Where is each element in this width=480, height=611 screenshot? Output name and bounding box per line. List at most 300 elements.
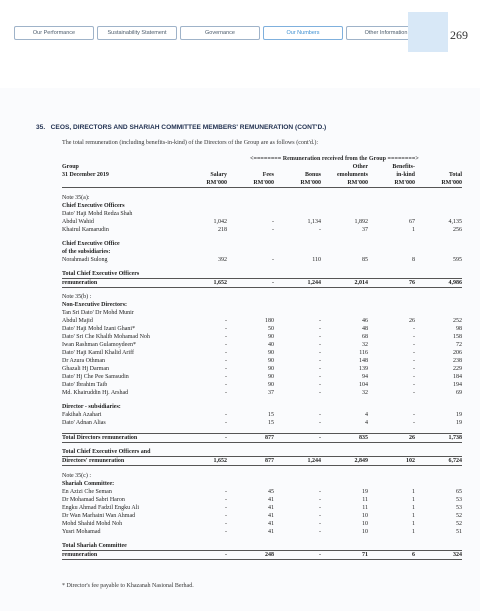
row-value [415, 542, 462, 551]
table-row [62, 349, 462, 357]
row-value: 1,042 [213, 218, 227, 225]
row-value: 180 [265, 318, 274, 324]
row-value: 4 [365, 412, 368, 418]
row-value: 6,724 [415, 457, 462, 466]
row-value: 41 [268, 496, 274, 503]
row-value: 110 [312, 256, 321, 263]
row-value [180, 210, 227, 218]
row-value: - [319, 374, 321, 380]
row-value: - [319, 504, 321, 511]
top-navigation-bar [0, 0, 480, 88]
table-row [62, 365, 462, 373]
row-value: 19 [456, 420, 462, 426]
table-header-row [62, 179, 462, 188]
row-value: - [319, 334, 321, 340]
row-value: - [413, 390, 415, 396]
row-value: - [413, 326, 415, 332]
row-value [415, 210, 462, 218]
row-value: - [319, 412, 321, 418]
tab-our-performance[interactable]: Our Performance [14, 26, 94, 40]
row-value [274, 301, 321, 309]
remuneration-span-label: <======== Remuneration received from the Group ========> [250, 156, 419, 162]
row-value: 40 [268, 342, 274, 348]
row-value [227, 270, 274, 279]
row-value [368, 270, 415, 279]
table-header-row [62, 163, 462, 171]
row-value: 68 [362, 334, 368, 340]
row-value: 1 [412, 512, 415, 519]
table-row [62, 301, 462, 309]
table-header-cell: in-kind [396, 172, 415, 178]
row-value: 15 [268, 420, 274, 426]
table-header-cell: RM'000 [180, 179, 227, 188]
row-value: 392 [218, 256, 227, 263]
row-value [321, 480, 368, 488]
table-row [62, 270, 462, 279]
row-value [227, 210, 274, 218]
row-value [274, 210, 321, 218]
row-value: - [413, 420, 415, 426]
row-label: Dato' Adnan Alias [62, 420, 106, 426]
row-value: 50 [268, 326, 274, 332]
row-value: - [319, 512, 321, 519]
row-label: Fakihah Azahari [62, 412, 102, 418]
row-value: 53 [456, 496, 462, 503]
tab-other-information[interactable]: Other Information [346, 26, 426, 40]
table-row [62, 210, 462, 218]
row-value: 4,986 [415, 278, 462, 287]
row-label: Total Shariah Committee [62, 542, 127, 549]
row-value: 1,738 [415, 433, 462, 442]
table-row [62, 433, 462, 442]
row-value: - [227, 278, 274, 287]
row-value: - [225, 390, 227, 396]
row-value: 46 [362, 318, 368, 324]
row-value [227, 301, 274, 309]
row-value: 194 [453, 382, 462, 388]
row-value: 184 [453, 374, 462, 380]
row-value: - [319, 342, 321, 348]
table-row [62, 550, 462, 559]
row-value [274, 293, 321, 301]
row-value [180, 194, 227, 202]
row-value: 11 [362, 496, 368, 503]
row-value: - [225, 520, 227, 527]
row-label: Abdul Majid [62, 318, 93, 324]
row-label: Ghazali Hj Darman [62, 366, 109, 372]
tab-sustainability-statement[interactable]: Sustainability Statement [97, 26, 177, 40]
table-header-cell: RM'000 [321, 179, 368, 188]
table-header-cell: Total [448, 172, 462, 178]
section-number: 35. [36, 124, 46, 131]
row-value [368, 248, 415, 256]
row-value [415, 309, 462, 317]
row-value [415, 403, 462, 411]
row-value: - [274, 433, 321, 442]
row-value: - [225, 366, 227, 372]
row-value: 1,244 [274, 278, 321, 287]
table-row [62, 256, 462, 264]
table-header-cell: RM'000 [274, 179, 321, 188]
table-header-row [62, 171, 462, 179]
row-value: 10 [362, 512, 368, 519]
table-row [62, 480, 462, 488]
row-value [368, 210, 415, 218]
row-label: Abdul Wahid [62, 218, 94, 225]
row-value: 51 [456, 528, 462, 535]
row-label: Dato' Hj Che Pee Samsudin [62, 374, 129, 380]
row-label: Dr Mohamad Sabri Haron [62, 496, 125, 503]
section-title: CEOS, DIRECTORS AND SHARIAH COMMITTEE MEMBERS' REMUNERATION (CONT'D.) [50, 124, 327, 131]
row-value: 90 [268, 334, 274, 340]
table-row [62, 240, 462, 248]
row-value [415, 194, 462, 202]
row-value [321, 472, 368, 480]
row-label: Directors' remuneration [62, 457, 180, 466]
row-value [321, 309, 368, 317]
row-value [368, 403, 415, 411]
page-number: 269 [450, 28, 468, 42]
row-value [227, 309, 274, 317]
row-value: - [180, 433, 227, 442]
row-value [415, 248, 462, 256]
row-value [368, 194, 415, 202]
row-value: 37 [362, 226, 368, 233]
row-value [180, 202, 227, 210]
row-value: - [225, 318, 227, 324]
row-value: - [319, 520, 321, 527]
row-value: - [319, 226, 321, 233]
row-value: - [413, 382, 415, 388]
row-value: - [225, 334, 227, 340]
row-value: 15 [268, 412, 274, 418]
row-value [321, 542, 368, 551]
row-value: 32 [362, 342, 368, 348]
row-value: - [225, 342, 227, 348]
row-value: 65 [456, 488, 462, 495]
row-value: 52 [456, 512, 462, 519]
row-value: 37 [268, 390, 274, 396]
row-value [368, 293, 415, 301]
row-value: 2,014 [321, 278, 368, 287]
row-value: - [225, 358, 227, 364]
row-value: - [225, 504, 227, 511]
row-label: of the subsidiaries: [62, 248, 111, 255]
row-value: 48 [362, 326, 368, 332]
row-label: Khairul Kamarudin [62, 226, 109, 233]
row-value: 206 [453, 350, 462, 356]
row-value: 324 [415, 550, 462, 559]
row-value: - [319, 326, 321, 332]
row-value [274, 472, 321, 480]
row-value: 41 [268, 528, 274, 535]
remuneration-table [62, 163, 462, 560]
row-value: 148 [359, 358, 368, 364]
row-value [180, 309, 227, 317]
row-value: 41 [268, 512, 274, 519]
row-value [180, 293, 227, 301]
row-value: 252 [453, 318, 462, 324]
row-value: - [225, 350, 227, 356]
row-value: - [413, 358, 415, 364]
table-row [62, 317, 462, 325]
row-value: 877 [227, 433, 274, 442]
page-number-box [408, 12, 448, 52]
row-value: 26 [409, 318, 415, 324]
row-label: Shariah Committee: [62, 480, 115, 487]
row-label: Dato' Haji Mohd Redza Shah [62, 210, 133, 217]
table-header-cell: RM'000 [368, 179, 415, 188]
row-value: 72 [456, 342, 462, 348]
row-value: - [225, 382, 227, 388]
row-value: 158 [453, 334, 462, 340]
table-row [62, 218, 462, 226]
row-label: Dato' Haji Mohd Izani Ghani* [62, 326, 136, 332]
row-value: - [319, 390, 321, 396]
row-value: 71 [321, 550, 368, 559]
row-value [274, 194, 321, 202]
section-tabs [14, 26, 426, 40]
row-value: - [319, 496, 321, 503]
row-value [274, 542, 321, 551]
table-header-cell: RM'000 [227, 179, 274, 188]
row-value: - [225, 420, 227, 426]
row-value [321, 248, 368, 256]
row-value: 1,892 [354, 218, 368, 225]
row-value [415, 472, 462, 480]
row-value [415, 240, 462, 248]
row-label: Mohd Shahid Mohd Noh [62, 520, 123, 527]
table-row [62, 194, 462, 202]
row-label: Dr Wan Marhaini Wan Ahmad [62, 512, 136, 519]
row-value: 248 [227, 550, 274, 559]
row-value [180, 448, 227, 457]
table-row [62, 411, 462, 419]
footnote: * Director's fee payable to Khazanah Nasional Berhad. [62, 583, 194, 589]
row-value [274, 448, 321, 457]
row-value: - [225, 412, 227, 418]
row-value: 8 [412, 256, 415, 263]
row-value: 90 [268, 358, 274, 364]
row-value: 1 [412, 488, 415, 495]
row-value: 19 [456, 412, 462, 418]
row-value: 139 [359, 366, 368, 372]
row-label: Dr Azura Othman [62, 358, 105, 364]
row-value [227, 472, 274, 480]
row-value: 10 [362, 528, 368, 535]
table-row [62, 202, 462, 210]
row-label: Chief Executive Office [62, 240, 120, 247]
row-value [227, 448, 274, 457]
row-value: 45 [268, 488, 274, 495]
row-value: 1,244 [274, 457, 321, 466]
table-header-cell: Fees [262, 172, 274, 178]
row-value [321, 403, 368, 411]
table-row [62, 341, 462, 349]
row-value [415, 270, 462, 279]
table-row [62, 472, 462, 480]
table-header-cell: Group [62, 164, 79, 170]
row-value: 90 [268, 382, 274, 388]
row-value: 90 [268, 374, 274, 380]
row-value [415, 301, 462, 309]
row-label: remuneration [62, 550, 180, 559]
row-value [180, 403, 227, 411]
row-value: - [225, 374, 227, 380]
table-header-cell [180, 163, 227, 171]
row-value: 2,849 [321, 457, 368, 466]
row-label: Norahmadi Sulong [62, 256, 108, 263]
row-value [368, 448, 415, 457]
row-value: - [225, 528, 227, 535]
row-value [227, 248, 274, 256]
row-value [227, 293, 274, 301]
row-value: 104 [359, 382, 368, 388]
row-value: 41 [268, 520, 274, 527]
row-value: 229 [453, 366, 462, 372]
row-value [274, 202, 321, 210]
table-header-cell: Bonus [304, 172, 321, 178]
table-row [62, 419, 462, 427]
row-value: 1 [412, 520, 415, 527]
row-value: 1,134 [307, 218, 321, 225]
row-value: 98 [456, 326, 462, 332]
row-label: Dato' Ibrahim Taib [62, 382, 108, 388]
row-value [227, 542, 274, 551]
row-label: Dato' Sri Che Khalib Mohamad Noh [62, 334, 150, 340]
table-header-cell [274, 163, 321, 171]
row-value: 1 [412, 226, 415, 233]
row-value: 94 [362, 374, 368, 380]
table-row [62, 278, 462, 287]
row-value: - [274, 550, 321, 559]
row-value: 19 [362, 488, 368, 495]
row-value: 67 [409, 218, 415, 225]
row-value: 835 [321, 433, 368, 442]
row-value: - [272, 226, 274, 233]
row-value [415, 293, 462, 301]
row-label: Md. Khairuddin Hj. Arshad [62, 390, 129, 396]
table-row [62, 293, 462, 301]
row-value: - [225, 326, 227, 332]
row-value [321, 194, 368, 202]
row-value: - [413, 342, 415, 348]
row-value [180, 248, 227, 256]
row-label: Note 35(c) : [62, 472, 91, 479]
row-label: Chief Executive Officers [62, 202, 125, 209]
row-value: 52 [456, 520, 462, 527]
table-header-cell: RM'000 [415, 179, 462, 188]
row-value: 11 [362, 504, 368, 511]
row-value [321, 240, 368, 248]
table-row [62, 248, 462, 256]
row-value [227, 194, 274, 202]
row-value: - [225, 496, 227, 503]
tab-governance[interactable]: Governance [180, 26, 260, 40]
table-header-cell: Salary [210, 172, 227, 178]
row-value [368, 472, 415, 480]
table-header-cell [227, 163, 274, 171]
row-label: En Azizi Che Seman [62, 488, 112, 495]
row-value [180, 301, 227, 309]
row-value [368, 301, 415, 309]
row-label: Yusri Mohamad [62, 528, 101, 535]
table-row [62, 504, 462, 512]
row-value [274, 270, 321, 279]
row-value [321, 270, 368, 279]
row-value: - [319, 528, 321, 535]
row-value [180, 542, 227, 551]
row-value: - [413, 366, 415, 372]
row-label: Note 35(a): [62, 194, 90, 201]
table-row [62, 309, 462, 317]
row-value [321, 293, 368, 301]
table-header-cell: Other [352, 164, 368, 170]
row-value: 1,652 [180, 457, 227, 466]
row-value: 90 [268, 366, 274, 372]
row-value [368, 202, 415, 210]
row-value [321, 448, 368, 457]
row-value: 1 [412, 504, 415, 511]
row-value [415, 448, 462, 457]
row-value: 102 [368, 457, 415, 466]
row-value: 26 [368, 433, 415, 442]
tab-our-numbers[interactable]: Our Numbers [263, 26, 343, 40]
row-value [368, 240, 415, 248]
row-value: - [319, 366, 321, 372]
row-value [227, 480, 274, 488]
table-row [62, 226, 462, 234]
row-value [180, 472, 227, 480]
row-label: Total Chief Executive Officers [62, 270, 140, 277]
row-value: - [319, 318, 321, 324]
table-header-cell: Benefits- [392, 164, 415, 170]
table-row [62, 403, 462, 411]
row-value: 256 [453, 226, 462, 233]
row-value: 53 [456, 504, 462, 511]
row-value: 6 [368, 550, 415, 559]
row-value: 595 [453, 256, 462, 263]
row-value [274, 248, 321, 256]
row-value: - [413, 374, 415, 380]
row-value: 238 [453, 358, 462, 364]
table-header-cell: 31 December 2019 [62, 172, 109, 178]
row-value [180, 480, 227, 488]
row-value: - [413, 350, 415, 356]
row-value: - [225, 512, 227, 519]
row-value: - [413, 334, 415, 340]
row-label: Dato' Haji Kamil Khalid Ariff [62, 350, 134, 356]
table-row [62, 488, 462, 496]
row-value: - [272, 218, 274, 225]
table-row [62, 528, 462, 536]
section-intro: The total remuneration (including benefits-in-kind) of the Directors of the Group are as follows (cont'd.): [62, 140, 319, 146]
row-value: - [272, 256, 274, 263]
table-row [62, 457, 462, 466]
table-row [62, 448, 462, 457]
row-value [274, 240, 321, 248]
table-header-cell: emoluments [337, 172, 368, 178]
row-value [321, 301, 368, 309]
table-row [62, 512, 462, 520]
row-label: Engku Ahmad Fadzil Engku Ali [62, 504, 139, 511]
row-value: - [180, 550, 227, 559]
row-value [321, 202, 368, 210]
row-value: - [413, 412, 415, 418]
row-value: 116 [359, 350, 368, 356]
row-value [274, 309, 321, 317]
row-value [415, 202, 462, 210]
